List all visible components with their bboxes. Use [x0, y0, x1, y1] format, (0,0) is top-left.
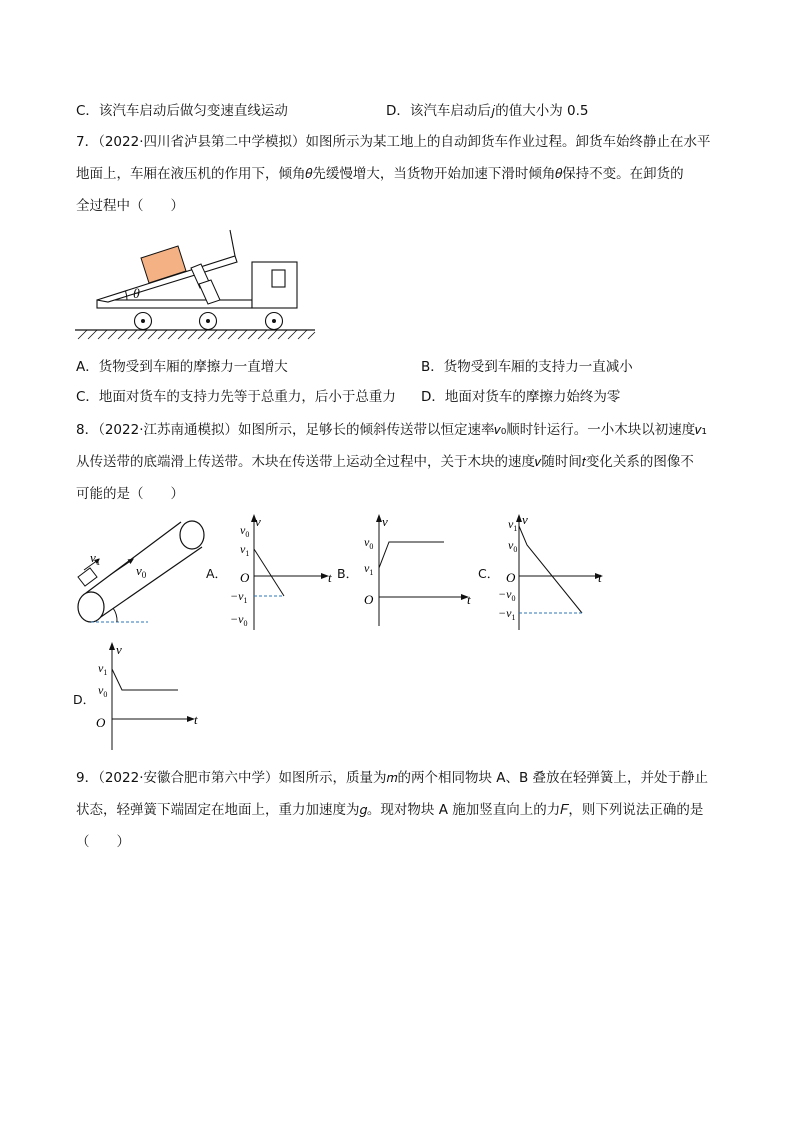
q8-stem-line2: 从传送带的底端滑上传送带。木块在传送带上运动全过程中，关于木块的速度𝑣随时间𝑡变化关系的图像不 [76, 454, 694, 470]
svg-text:−v0: $-v_0$ [230, 612, 248, 628]
svg-text:−v1: $-v_1$ [498, 606, 516, 622]
q7-option-b: B．货物受到车厢的支持力一直减小 [421, 359, 633, 375]
q9-stem-line3: （ ） [76, 834, 130, 850]
vt-graph-c [494, 512, 619, 634]
dump-truck-figure [70, 222, 330, 347]
svg-text:v1: $v_1$ [98, 661, 108, 677]
theta-label: θ [133, 287, 140, 302]
q7-stem-line2: 地面上，车厢在液压机的作用下，倾角𝜃先缓慢增大，当货物开始加速下滑时倾角𝜃保持不变。在卸货的 [76, 166, 684, 182]
svg-text:t: t [328, 570, 332, 585]
svg-text:v0: $v_0$ [364, 535, 374, 551]
q6-option-c: C．该汽车启动后做匀变速直线运动 [76, 103, 288, 119]
svg-text:v: v [522, 512, 528, 527]
q7-stem-line1: 7．（2022·四川省泸县第二中学模拟）如图所示为某工地上的自动卸货车作业过程。卸货车始终静止在水平 [76, 134, 711, 150]
svg-text:−v0: $-v_0$ [498, 587, 516, 603]
q8-stem-line3: 可能的是（ ） [76, 486, 184, 502]
graph-a-label: A． [206, 566, 228, 581]
vt-graph-a [220, 512, 345, 634]
q7-stem-line3: 全过程中（ ） [76, 198, 184, 214]
svg-text:−v1: $-v_1$ [230, 589, 248, 605]
svg-text:v1: $v_1$ [364, 561, 374, 577]
graph-c-label: C． [478, 566, 500, 581]
conveyor-belt-figure [70, 515, 215, 630]
svg-text:O: O [240, 570, 250, 585]
q7-option-a: A．货物受到车厢的摩擦力一直增大 [76, 359, 288, 375]
svg-text:v: v [116, 642, 122, 657]
vt-graph-b [352, 512, 482, 630]
svg-text:v0: $v_0$ [98, 683, 108, 699]
q7-option-d: D．地面对货车的摩擦力始终为零 [421, 389, 621, 405]
q7-option-c: C．地面对货车的支持力先等于总重力，后小于总重力 [76, 389, 396, 405]
svg-text:v0: $v_0$ [240, 523, 250, 539]
belt-v1-label: $v_1$ [90, 550, 101, 567]
svg-text:v: v [255, 514, 261, 529]
q9-stem-line1: 9．（2022·安徽合肥市第六中学）如图所示，质量为𝑚的两个相同物块 A、B 叠放在轻弹簧上，并处于静止 [76, 770, 709, 786]
q8-stem-line1: 8．（2022·江苏南通模拟）如图所示，足够长的倾斜传送带以恒定速率𝑣₀顺时针运行。一小木块以初速度𝑣₁ [76, 422, 707, 438]
svg-text:v1: $v_1$ [240, 542, 250, 558]
svg-text:v1: $v_1$ [508, 517, 518, 533]
vt-graph-d [90, 640, 215, 755]
svg-text:t: t [467, 592, 471, 607]
svg-text:t: t [598, 570, 602, 585]
svg-text:v: v [382, 514, 388, 529]
svg-text:O: O [96, 715, 106, 730]
q6-option-d: D．该汽车启动后𝑗的值大小为 0.5 [386, 103, 589, 119]
wooden-block [78, 568, 97, 586]
svg-text:v0: $v_0$ [508, 538, 518, 554]
q9-stem-line2: 状态，轻弹簧下端固定在地面上，重力加速度为𝑔。现对物块 A 施加竖直向上的力𝐹，则下列说法正确的是 [76, 802, 704, 818]
svg-text:t: t [194, 712, 198, 727]
belt-v0-label: $v_0$ [136, 563, 147, 580]
graph-b-label: B． [337, 566, 359, 581]
svg-text:O: O [506, 570, 516, 585]
graph-d-label: D． [73, 692, 96, 707]
svg-text:O: O [364, 592, 374, 607]
